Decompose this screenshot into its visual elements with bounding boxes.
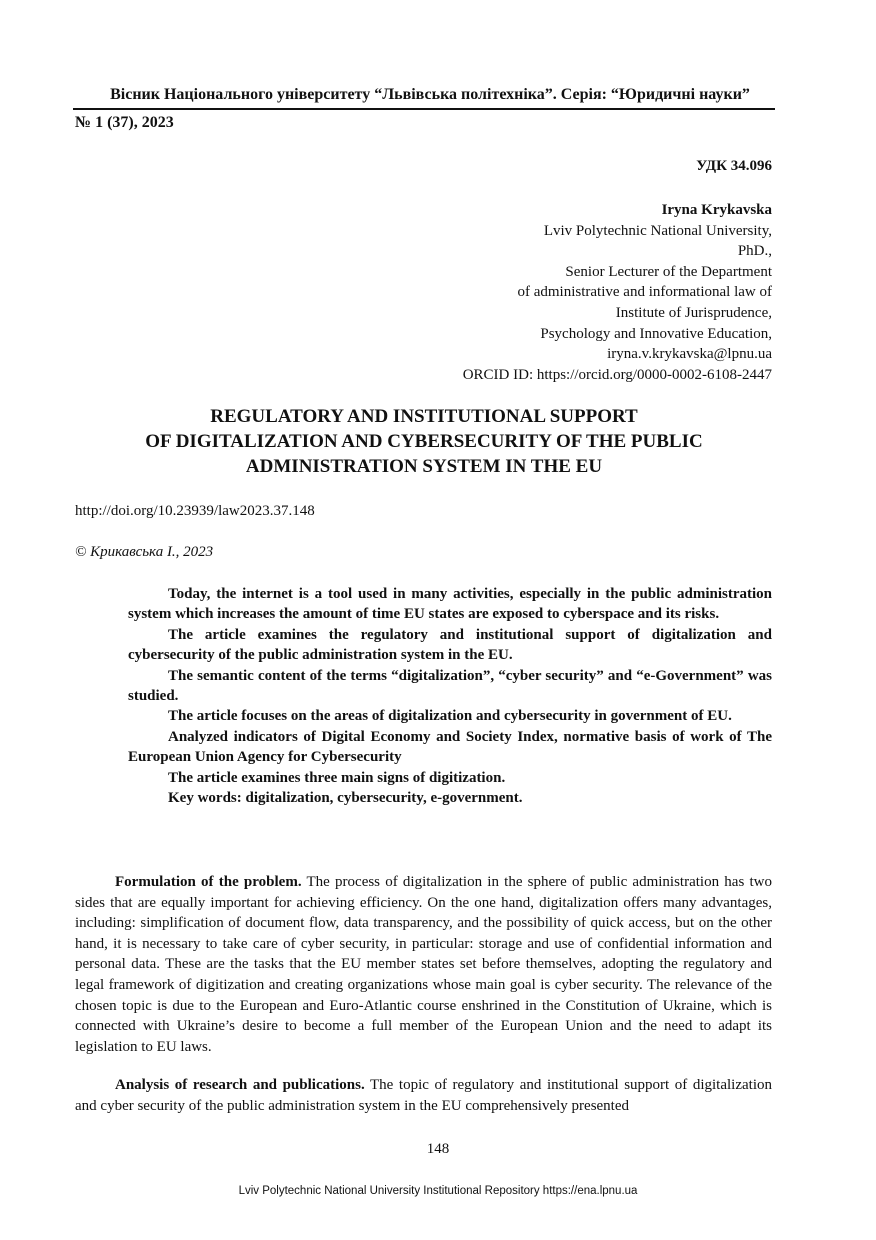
- author-affiliation-line: of administrative and informational law of: [517, 284, 772, 301]
- title-line: REGULATORY AND INSTITUTIONAL SUPPORT: [210, 406, 638, 427]
- section-heading: Analysis of research and publications.: [115, 1077, 365, 1093]
- copyright: © Крикавська І., 2023: [75, 544, 214, 560]
- author-affiliation-line: Psychology and Innovative Education,: [540, 325, 772, 342]
- abstract: [128, 584, 772, 808]
- page-number: 148: [426, 1141, 450, 1157]
- title-line: OF DIGITALIZATION AND CYBERSECURITY OF THE PUBLIC: [145, 431, 703, 452]
- author-affiliation-line: Senior Lecturer of the Department: [565, 263, 772, 280]
- abstract-paragraph: The article examines three main signs of digitization.: [168, 769, 506, 786]
- author-affiliation-line: PhD.,: [737, 243, 772, 260]
- article-title: [76, 404, 772, 479]
- abstract-paragraph: The semantic content of the terms “digitalization”, “cyber security” and “e-Government” was studied.: [128, 667, 772, 705]
- repository-footer: Lviv Polytechnic National University Institutional Repository https://ena.lpnu.ua: [238, 1185, 638, 1197]
- author-email[interactable]: iryna.v.krykavska@lpnu.ua: [607, 346, 772, 363]
- header-rule: [73, 108, 775, 110]
- author-orcid[interactable]: ORCID ID: https://orcid.org/0000-0002-6108-2447: [462, 366, 772, 383]
- abstract-paragraph: The article examines the regulatory and institutional support of digitalization and cybersecurity of the public administration system in the EU.: [128, 626, 772, 664]
- section-analysis: [75, 1075, 772, 1116]
- keywords: Key words: digitalization, cybersecurity, e-government.: [168, 790, 523, 807]
- author-block: [272, 200, 772, 385]
- section-text: The topic of regulatory and institutional support of digitalization and cyber security of the public administration system in the EU comprehensively presented: [75, 1077, 772, 1114]
- issue-number: № 1 (37), 2023: [75, 114, 174, 131]
- title-line: ADMINISTRATION SYSTEM IN THE EU: [245, 456, 603, 477]
- author-affiliation-line: Lviv Polytechnic National University,: [543, 222, 772, 239]
- abstract-paragraph: The article focuses on the areas of digitalization and cybersecurity in government of EU.: [168, 708, 732, 725]
- doi-link[interactable]: http://doi.org/10.23939/law2023.37.148: [75, 503, 315, 519]
- section-paragraph: [75, 872, 772, 1057]
- udk-code: УДК 34.096: [696, 158, 772, 174]
- author-affiliation-line: Institute of Jurisprudence,: [615, 304, 772, 321]
- abstract-paragraph: Today, the internet is a tool used in many activities, especially in the public administration system which increases the amount of time EU states are exposed to cyberspace and its risks.: [128, 586, 772, 623]
- section-paragraph: [75, 1075, 772, 1116]
- section-text: The process of digitalization in the sphere of public administration has two sides that are equally important for achieving efficiency. On the one hand, digitalization offers many advantages, including: simplification of document flow, data transparency, and the possibility of quick access, but on the other hand, it is necessary to take care of cyber security, in particular: storage and use of confidential information and personal data. These are the tasks that the EU member states set before themselves, adopting the regulatory and legal framework of digitization and creating organizations whose main goal is cyber security. The relevance of the chosen topic is due to the European and Euro-Atlantic course enshrined in the Constitution of Ukraine, which is connected with Ukraine’s desire to become a full member of the European Union and the need to adapt its legislation to EU laws.: [75, 874, 772, 1055]
- abstract-paragraph: Analyzed indicators of Digital Economy and Society Index, normative basis of work of The European Union Agency for Cybersecurity: [128, 728, 772, 766]
- author-name: Iryna Krykavska: [661, 202, 772, 218]
- journal-title: Вісник Національного університету “Львівська політехніка”. Серія: “Юридичні науки”: [110, 86, 750, 103]
- section-heading: Formulation of the problem.: [115, 874, 302, 890]
- section-problem: [75, 872, 772, 1057]
